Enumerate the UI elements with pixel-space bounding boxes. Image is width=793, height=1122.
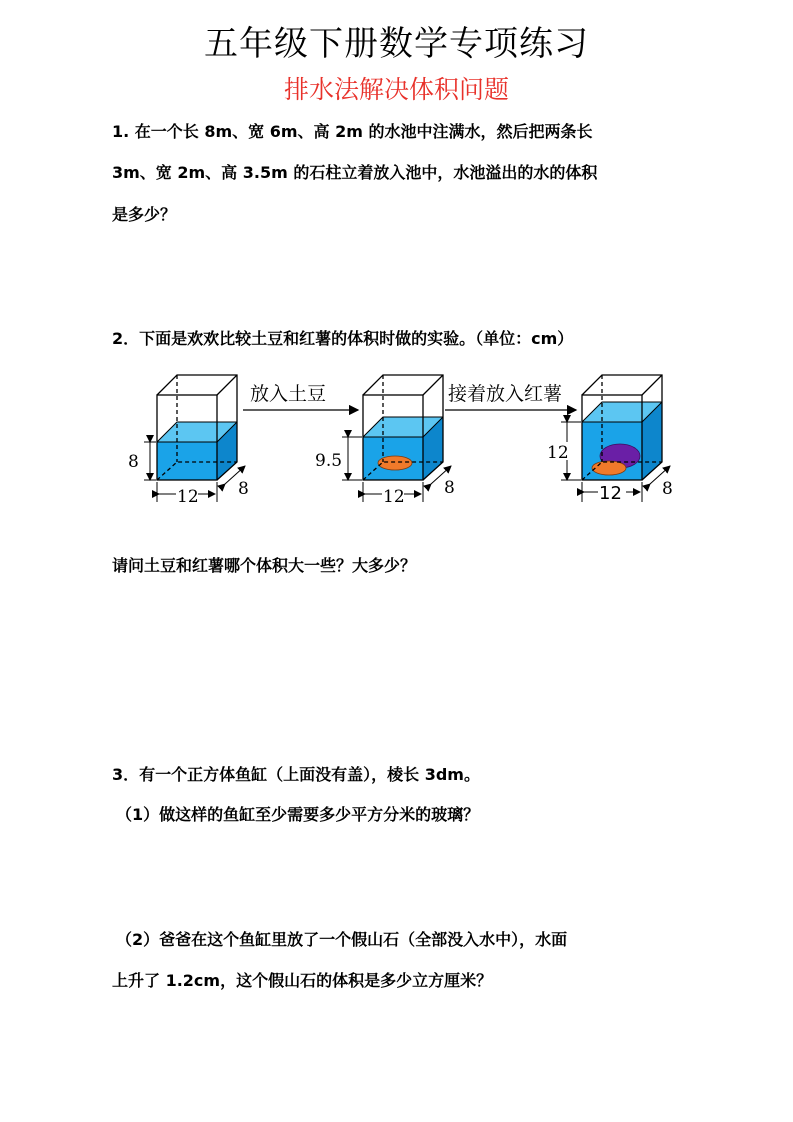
- page-title: 五年级下册数学专项练习: [204, 24, 589, 64]
- tank-1-height-label: 8: [128, 452, 139, 472]
- q2-question: 请问土豆和红薯哪个体积大一些？大多少？: [112, 556, 417, 575]
- q1-line-3: 是多少？: [112, 205, 177, 224]
- experiment-diagram: [110, 362, 685, 512]
- tank-3-height-label: 12: [547, 443, 569, 463]
- tank-1-width-label: 8: [238, 479, 249, 499]
- tank-3-length-label: 12: [599, 483, 622, 504]
- tank-2-length-label: 12: [383, 487, 405, 507]
- tank-2-height-label: 9.5: [315, 451, 343, 471]
- potato-icon: [378, 456, 412, 470]
- q2-intro: 2．下面是欢欢比较土豆和红薯的体积时做的实验。（单位：cm）: [112, 329, 574, 348]
- step-2-label: 接着放入红薯: [448, 383, 563, 405]
- tank-1: [128, 375, 249, 507]
- tank-1-water-front: [157, 442, 217, 480]
- q3-sub2-line-2: 上升了 1.2cm，这个假山石的体积是多少立方厘米？: [112, 971, 493, 990]
- tank-3: [546, 375, 673, 504]
- potato-icon-2: [592, 461, 626, 475]
- q3-sub1: （1）做这样的鱼缸至少需要多少平方分米的玻璃？: [116, 805, 480, 824]
- tank-2-width-label: 8: [444, 478, 455, 498]
- tank-3-width-label: 8: [662, 479, 673, 499]
- tank-2: [315, 375, 455, 507]
- q1-line-2: 3m、宽 2m、高 3.5m 的石柱立着放入池中，水池溢出的水的体积: [112, 163, 598, 182]
- q1-line-1: 1. 在一个长 8m、宽 6m、高 2m 的水池中注满水，然后把两条长: [112, 122, 593, 141]
- q3-sub2-line-1: （2）爸爸在这个鱼缸里放了一个假山石（全部没入水中），水面: [116, 930, 568, 949]
- q3-intro: 3．有一个正方体鱼缸（上面没有盖），棱长 3dm。: [112, 765, 480, 784]
- experiment-figure: [110, 362, 685, 516]
- step-1-label: 放入土豆: [250, 383, 327, 405]
- page-subtitle: 排水法解决体积问题: [283, 75, 509, 104]
- tank-1-length-label: 12: [177, 487, 199, 507]
